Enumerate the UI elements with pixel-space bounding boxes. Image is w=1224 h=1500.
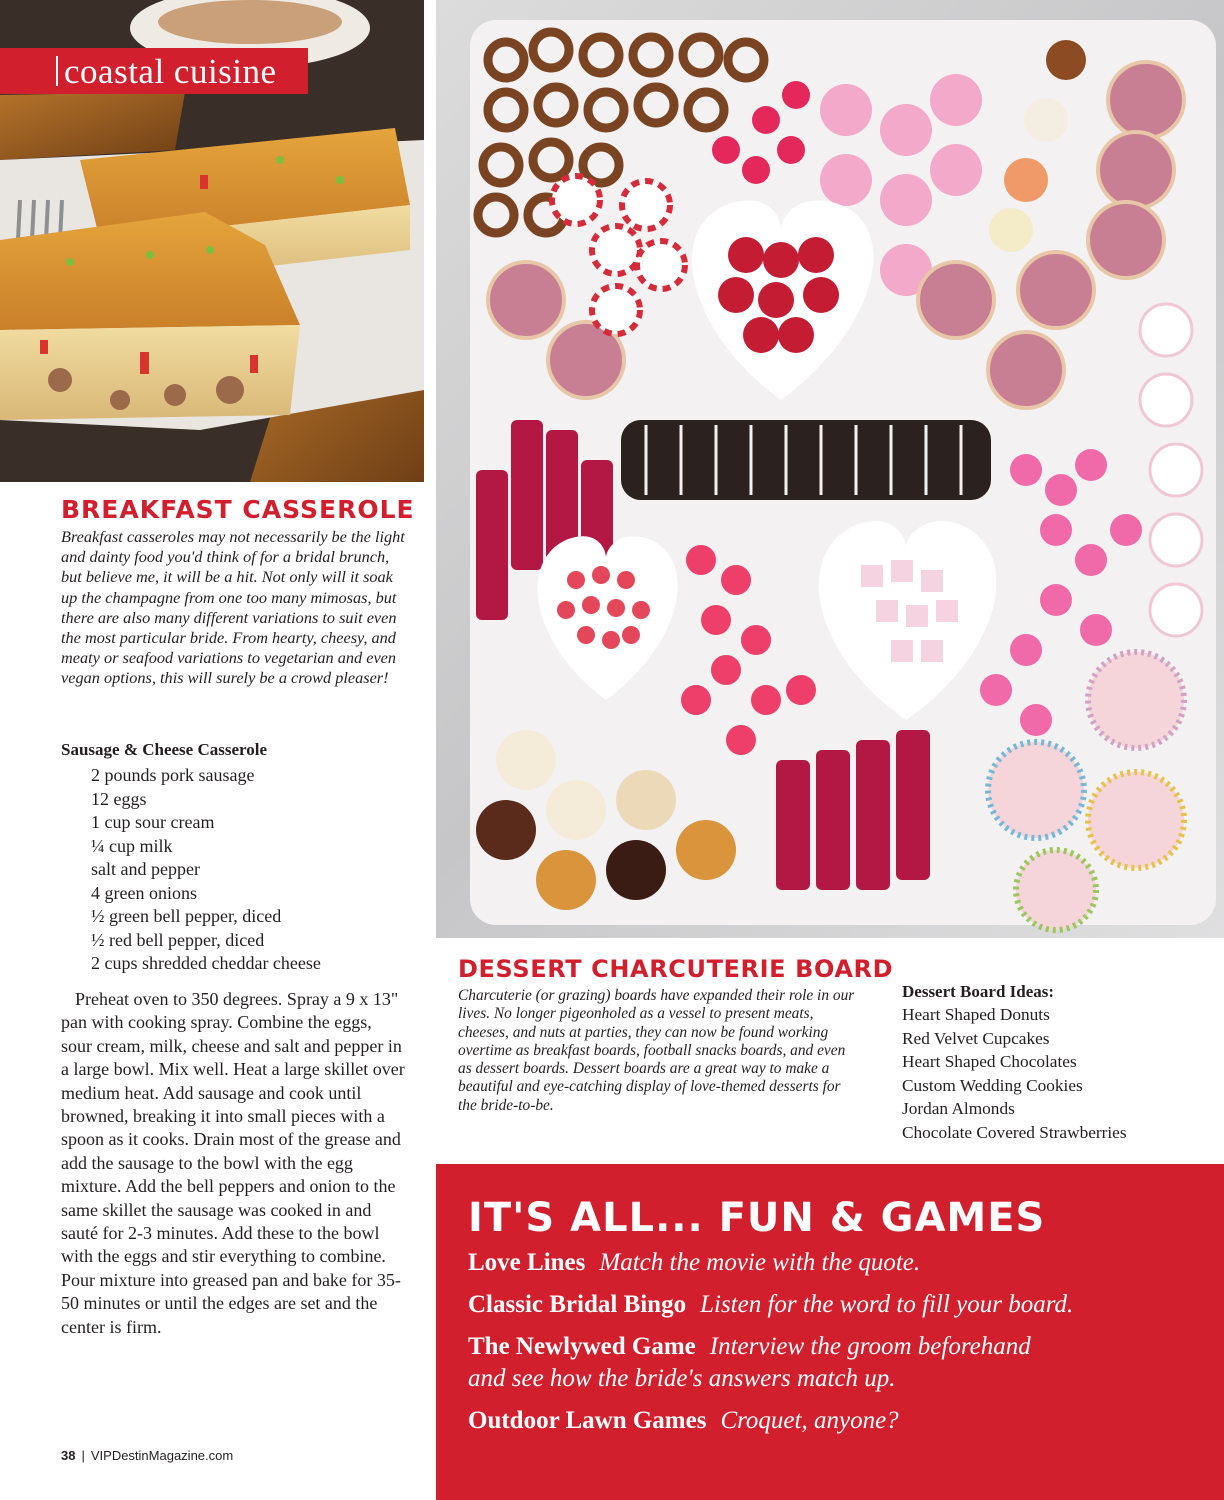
section-label: coastal cuisine: [64, 51, 277, 91]
ingredient-item: ¼ cup milk: [91, 835, 173, 856]
game-name: Love Lines: [468, 1249, 586, 1276]
game-desc: Listen for the word to fill your board.: [700, 1291, 1074, 1318]
game-desc: Croquet, anyone?: [720, 1407, 899, 1434]
page-footer: [61, 1448, 233, 1463]
games-panel: [436, 1164, 1224, 1500]
game-desc: Interview the groom beforehand: [709, 1333, 1031, 1360]
game-desc-continued: and see how the bride's answers match up.: [468, 1365, 896, 1392]
game-desc: Match the movie with the quote.: [599, 1249, 921, 1276]
ingredient-item: salt and pepper: [91, 859, 200, 879]
game-item-bridal-bingo: [468, 1290, 1208, 1320]
recipe-directions: Preheat oven to 350 degrees. Spray a 9 x 13" pan with cooking spray. Combine the eggs, sour cream, milk, cheese and salt and pepper in a large bowl. Mix well. Heat a large skillet over medium heat. Add sausage and cook until browned, breaking it into small pieces with a spoon as it cooks. Drain most of the grease and add the sausage to the bowl with the egg mixture. Add the bell peppers and onion to the same skillet the sausage was cooked in and sauté for 2-3 minutes. Add these to the bowl with the eggs and stir everything to combine. Pour mixture into greased pan and bake for 35-50 minutes or until the edges are set and the center is firm.: [61, 989, 405, 1337]
game-item-love-lines: [468, 1248, 1208, 1278]
ingredient-item: 4 green onions: [91, 882, 197, 903]
dessert-board-photo: [436, 0, 1224, 938]
board-text: Charcuterie (or grazing) boards have expanded their role in our lives. No longer pigeonholed as a vessel to present meats, cheeses, and nuts at parties, they can now be found working overtime as breakfast boards, football snacks boards, and even as dessert boards. Dessert boards are a great way to make a beautiful and eye-catching display of love-themed desserts for the bride-to-be.: [458, 987, 855, 1114]
footer-site: VIPDestinMagazine.com: [90, 1448, 234, 1463]
page-number: 38: [61, 1448, 76, 1463]
ingredient-item: 1 cup sour cream: [91, 812, 215, 832]
casserole-photo: [0, 0, 424, 482]
idea-item: Red Velvet Cupcakes: [902, 1028, 1050, 1048]
ideas-list: [902, 1003, 1127, 1144]
ideas-heading: Dessert Board Ideas:: [902, 982, 1055, 1001]
idea-item: Heart Shaped Donuts: [902, 1005, 1050, 1024]
game-name: Outdoor Lawn Games: [468, 1407, 707, 1434]
ingredients-heading: Sausage & Cheese Casserole: [61, 740, 268, 759]
ingredient-item: 2 pounds pork sausage: [91, 765, 255, 785]
dessert-board-illustration: [436, 0, 1224, 938]
banner-divider: [56, 56, 58, 86]
game-item-newlywed-game-cont: [468, 1364, 1208, 1394]
game-name: The Newlywed Game: [468, 1333, 696, 1360]
idea-item: Chocolate Covered Strawberries: [902, 1122, 1127, 1142]
recipe-title: BREAKFAST CASSEROLE: [61, 495, 415, 524]
recipe-intro: Breakfast casseroles may not necessarily be the light and dainty food you'd think of for a bridal brunch, but believe me, it will be a hit. Not only will it soak up the champagne from one too many mimosas, but there are also many different variations to suit even the most particular bride. From hearty, cheesy, and meaty or seafood variations to vegetarian and even vegan options, this will surely be a crowd pleaser!: [61, 527, 405, 688]
ingredients-list: [91, 764, 321, 976]
board-title: DESSERT CHARCUTERIE BOARD: [458, 955, 894, 983]
ingredient-item: ½ red bell pepper, diced: [91, 929, 265, 950]
game-item-lawn-games: [468, 1406, 1208, 1436]
idea-item: Custom Wedding Cookies: [902, 1075, 1083, 1095]
idea-item: Jordan Almonds: [902, 1099, 1015, 1118]
ingredient-item: 2 cups shredded cheddar cheese: [91, 953, 321, 973]
ingredient-item: ½ green bell pepper, diced: [91, 906, 282, 926]
ingredient-item: 12 eggs: [91, 788, 147, 809]
section-banner: [0, 48, 308, 94]
idea-item: Heart Shaped Chocolates: [902, 1052, 1077, 1071]
game-name: Classic Bridal Bingo: [468, 1291, 687, 1318]
game-item-newlywed-game: [468, 1332, 1208, 1362]
footer-separator: |: [81, 1448, 85, 1463]
games-title: IT'S ALL... FUN & GAMES: [468, 1195, 1046, 1241]
